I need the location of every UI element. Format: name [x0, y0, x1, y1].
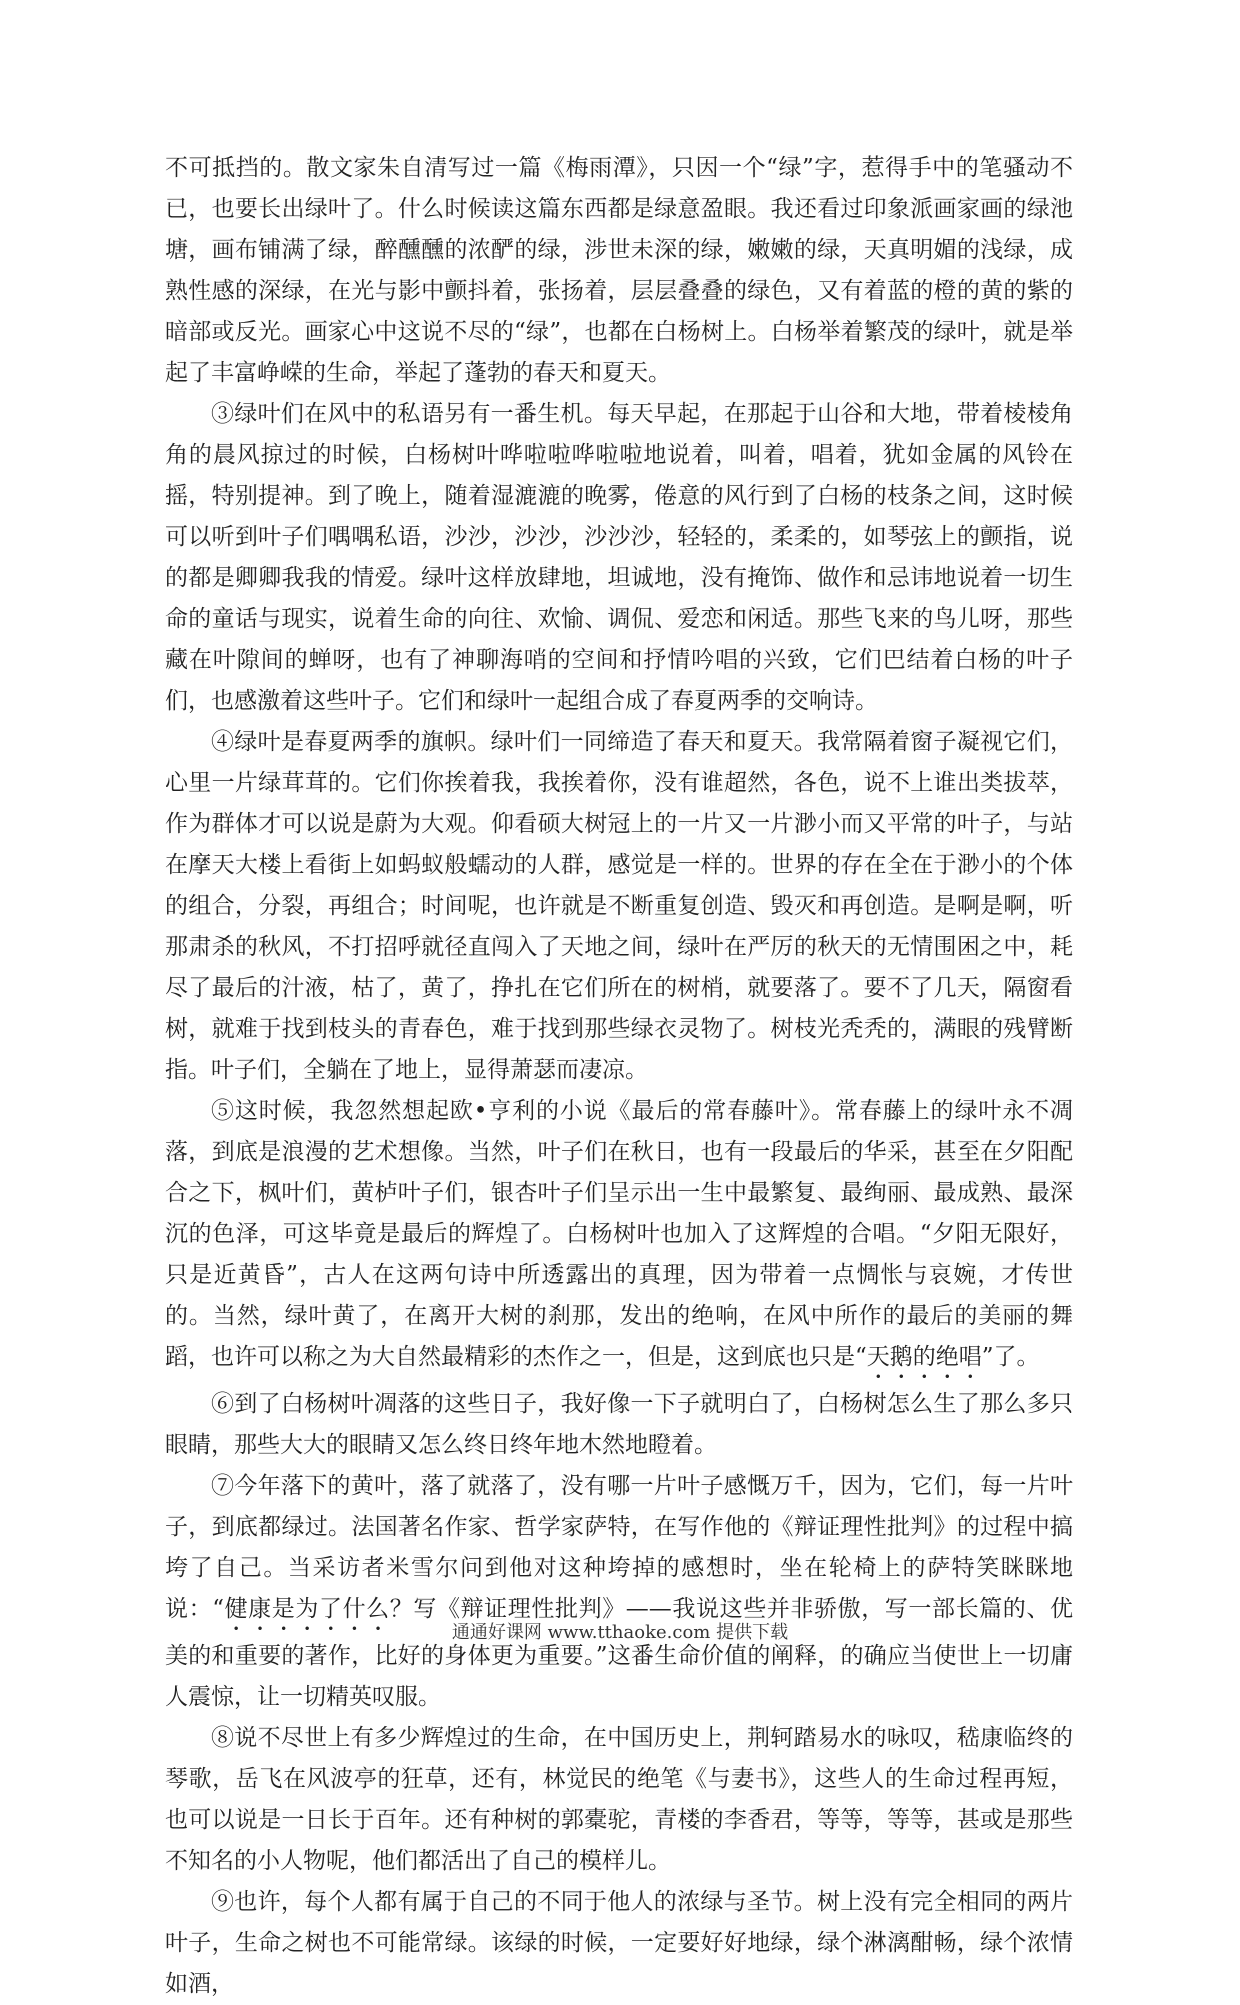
- emphasized-phrase: 健康是为了什么: [223, 1596, 390, 1622]
- paragraph-9: ⑨也许，每个人都有属于自己的不同于他人的浓绿与圣节。树上没有完全相同的两片叶子，生命之树也不可能常绿。该绿的时候，一定要好好地绿，绿个淋漓酣畅，绿个浓情如酒，: [165, 1889, 1073, 1997]
- paragraph-continued: 不可抵挡的。散文家朱自清写过一篇《梅雨潭》，只因一个“绿”字，惹得手中的笔骚动不已，也要长出绿叶了。什么时候读这篇东西都是绿意盈眼。我还看过印象派画家画的绿池塘，画布铺满了绿，醉醺醺的浓酽的绿，涉世未深的绿，嫩嫩的绿，天真明媚的浅绿，成熟性感的深绿，在光与影中颤抖着，张扬着，层层叠叠的绿色，又有着蓝的橙的黄的紫的暗部或反光。画家心中这说不尽的“绿”，也都在白杨树上。白杨举着繁茂的绿叶，就是举起了丰富峥嵘的生命，举起了蓬勃的春天和夏天。: [165, 155, 1073, 386]
- paragraph-5: ⑤这时候，我忽然想起欧•亨利的小说《最后的常春藤叶》。常春藤上的绿叶永不凋落，到底是浪漫的艺术想像。当然，叶子们在秋日，也有一段最后的华采，甚至在夕阳配合之下，枫叶们，黄栌叶子们，银杏叶子们呈示出一生中最繁复、最绚丽、最成熟、最深沉的色泽，可这毕竟是最后的辉煌了。白杨树叶也加入了这辉煌的合唱。“夕阳无限好，只是近黄昏”，古人在这两句诗中所透露出的真理，因为带着一点惆怅与哀婉，才传世的。当然，绿叶黄了，在离开大树的刹那，发出的绝响，在风中所作的最后的美丽的舞蹈，也许可以称之为大自然最精彩的杰作之一，但是，这到底也只是“天鹅的绝唱”了。: [165, 1098, 1073, 1370]
- paragraph-8: ⑧说不尽世上有多少辉煌过的生命，在中国历史上，荆轲踏易水的咏叹，嵇康临终的琴歌，岳飞在风波亭的狂草，还有，林觉民的绝笔《与妻书》，这些人的生命过程再短，也可以说是一日长于百年。还有种树的郭橐驼，青楼的李香君，等等，等等，甚或是那些不知名的小人物呢，他们都活出了自己的模样儿。: [165, 1725, 1073, 1874]
- paragraph-3: ③绿叶们在风中的私语另有一番生机。每天早起，在那起于山谷和大地，带着棱棱角角的晨风掠过的时候，白杨树叶哗啦啦哗啦啦地说着，叫着，唱着，犹如金属的风铃在摇，特别提神。到了晚上，随着湿漉漉的晚雾，倦意的风行到了白杨的枝条之间，这时候可以听到叶子们喁喁私语，沙沙，沙沙，沙沙沙，轻轻的，柔柔的，如琴弦上的颤指，说的都是卿卿我我的情爱。绿叶这样放肆地，坦诚地，没有掩饰、做作和忌讳地说着一切生命的童话与现实，说着生命的向往、欢愉、调侃、爱恋和闲适。那些飞来的鸟儿呀，那些藏在叶隙间的蝉呀，也有了神聊海哨的空间和抒情吟唱的兴致，它们巴结着白杨的叶子们，也感激着这些叶子。它们和绿叶一起组合成了春夏两季的交响诗。: [165, 401, 1073, 714]
- article-body: [165, 148, 1073, 2005]
- paragraph-7: ⑦今年落下的黄叶，落了就落了，没有哪一片叶子感慨万千，因为，它们，每一片叶子，到底都绿过。法国著名作家、哲学家萨特，在写作他的《辩证理性批判》的过程中搞垮了自己。当采访者米雪尔问到他对这种垮掉的感想时，坐在轮椅上的萨特笑眯眯地说：“健康是为了什么？写《辩证理性批判》——我说这些并非骄傲，写一部长篇的、优美的和重要的著作，比好的身体更为重要。”这番生命价值的阐释，的确应当使世上一切庸人震惊，让一切精英叹服。: [165, 1473, 1074, 1710]
- paragraph-6: ⑥到了白杨树叶凋落的这些日子，我好像一下子就明白了，白杨树怎么生了那么多只眼睛，那些大大的眼睛又怎么终日终年地木然地瞪着。: [165, 1391, 1073, 1458]
- emphasized-phrase: 天鹅的绝唱: [866, 1344, 982, 1370]
- paragraph-4: ④绿叶是春夏两季的旗帜。绿叶们一同缔造了春天和夏天。我常隔着窗子凝视它们，心里一片绿茸茸的。它们你挨着我，我挨着你，没有谁超然，各色，说不上谁出类拔萃，作为群体才可以说是蔚为大观。仰看硕大树冠上的一片又一片渺小而又平常的叶子，与站在摩天大楼上看街上如蚂蚁般蠕动的人群，感觉是一样的。世界的存在全在于渺小的个体的组合，分裂，再组合；时间呢，也许就是不断重复创造、毁灭和再创造。是啊是啊，听那肃杀的秋风，不打招呼就径直闯入了天地之间，绿叶在严厉的秋天的无情围困之中，耗尽了最后的汁液，枯了，黄了，挣扎在它们所在的树梢，就要落了。要不了几天，隔窗看树，就难于找到枝头的青春色，难于找到那些绿衣灵物了。树枝光秃秃的，满眼的残臂断指。叶子们，全躺在了地上，显得萧瑟而凄凉。: [165, 729, 1073, 1083]
- page-footer: 通通好课网 www.tthaoke.com 提供下载: [451, 1622, 789, 1643]
